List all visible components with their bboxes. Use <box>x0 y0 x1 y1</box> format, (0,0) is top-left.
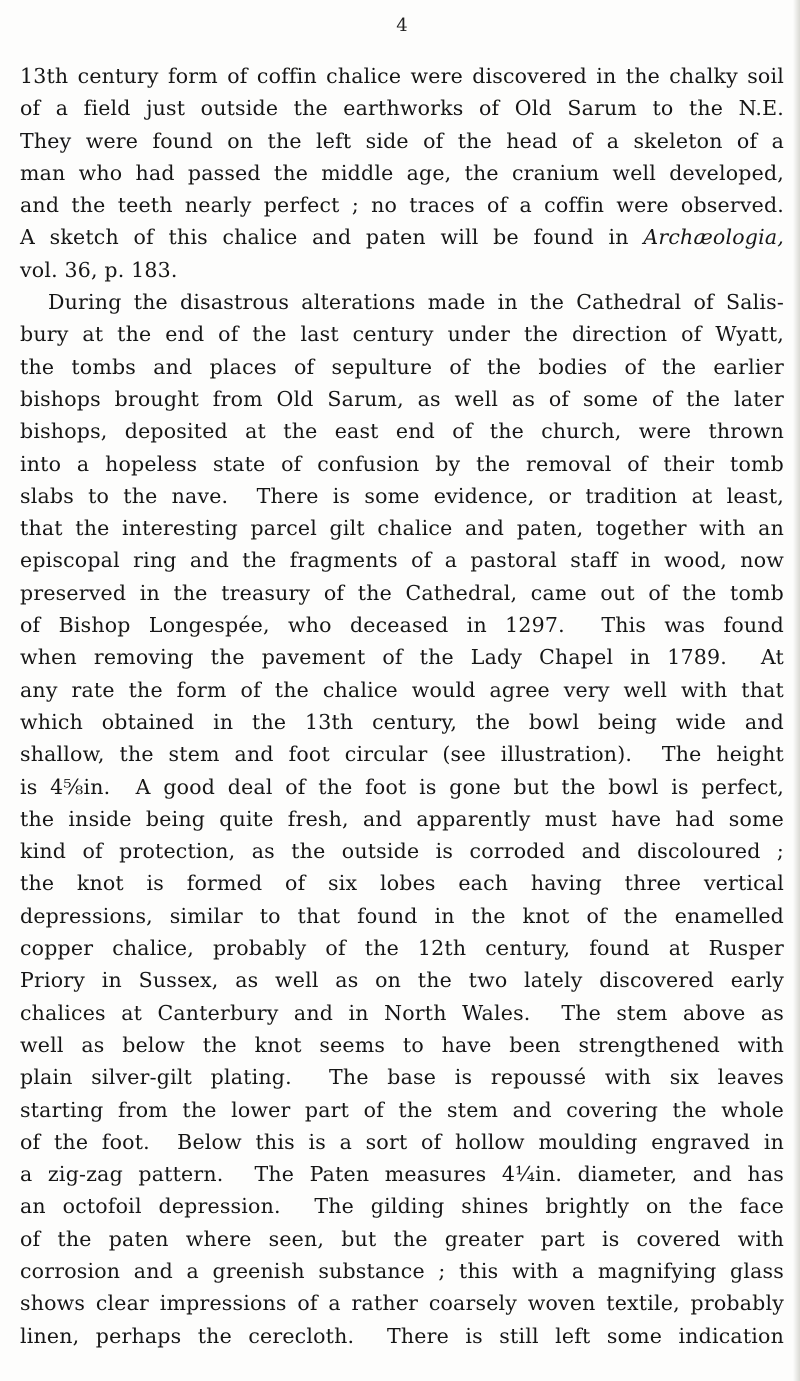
text-line: chalices at Canterbury and in North Wales. The stem above as <box>20 1000 784 1025</box>
text-line: depressions, similar to that found in the knot of the enamelled <box>20 903 784 928</box>
text-line: starting from the lower part of the stem and covering the whole <box>20 1097 784 1122</box>
text-line: Priory in Sussex, as well as on the two lately discovered early <box>20 968 784 993</box>
page-number: 4 <box>396 15 408 36</box>
text-line: which obtained in the 13th century, the bowl being wide and <box>20 709 784 734</box>
text-line: is 4⅝in. A good deal of the foot is gone but the bowl is perfect, <box>20 774 784 799</box>
text-line: bishops, deposited at the east end of the church, were thrown <box>20 419 784 444</box>
paragraph <box>20 286 784 1352</box>
text-line: slabs to the nave. There is some evidence, or tradition at least, <box>20 483 784 508</box>
scan-edge-shadow <box>793 0 800 1381</box>
text-line: of a field just outside the earthworks of Old Sarum to the N.E. <box>20 96 784 121</box>
text-line: an octofoil depression. The gilding shines brightly on the face <box>20 1194 784 1219</box>
text-line: when removing the pavement of the Lady Chapel in 1789. At <box>20 645 784 670</box>
text-line: kind of protection, as the outside is corroded and discoloured ; <box>20 839 784 864</box>
text-line: of the paten where seen, but the greater part is covered with <box>20 1226 784 1251</box>
text-line: episcopal ring and the fragments of a pastoral staff in wood, now <box>20 548 784 573</box>
text-line: corrosion and a greenish substance ; this with a magnifying glass <box>20 1258 784 1283</box>
text-line: vol. 36, p. 183. <box>20 257 178 282</box>
text-line: of Bishop Longespée, who deceased in 1297. This was found <box>20 613 784 638</box>
paragraph <box>20 60 784 286</box>
text-line: shallow, the stem and foot circular (see illustration). The height <box>20 742 784 767</box>
italic-text: Archæologia, <box>643 225 784 250</box>
text-line: that the interesting parcel gilt chalice and paten, together with an <box>20 516 784 541</box>
text-line: During the disastrous alterations made in the Cathedral of Salis- <box>48 290 784 315</box>
text-line: copper chalice, probably of the 12th century, found at Rusper <box>20 936 784 961</box>
text-line: the tombs and places of sepulture of the bodies of the earlier <box>20 354 784 379</box>
text-line: and the teeth nearly perfect ; no traces of a coffin were observed. <box>20 193 784 218</box>
text-line: preserved in the treasury of the Cathedral, came out of the tomb <box>20 580 784 605</box>
text-line: 13th century form of coffin chalice were discovered in the chalky soil <box>20 64 784 88</box>
text-block <box>20 60 784 1352</box>
text-line: the knot is formed of six lobes each having three vertical <box>20 871 784 896</box>
text-line: linen, perhaps the cerecloth. There is still left some indication <box>20 1323 784 1348</box>
text-line: the inside being quite fresh, and apparently must have had some <box>20 806 784 831</box>
text-line: of the foot. Below this is a sort of hollow moulding engraved in <box>20 1129 784 1154</box>
text-line: shows clear impressions of a rather coarsely woven textile, probably <box>20 1291 784 1316</box>
text-line: into a hopeless state of confusion by the removal of their tomb <box>20 451 784 476</box>
text-line: bury at the end of the last century under the direction of Wyatt, <box>20 322 784 347</box>
text-line: a zig-zag pattern. The Paten measures 4¼in. diameter, and has <box>20 1162 784 1187</box>
text-line: well as below the knot seems to have been strengthened with <box>20 1032 784 1057</box>
text-line: They were found on the left side of the head of a skeleton of a <box>20 128 784 153</box>
text-line: man who had passed the middle age, the cranium well developed, <box>20 160 784 185</box>
text-line: any rate the form of the chalice would agree very well with that <box>20 677 784 702</box>
text-line: bishops brought from Old Sarum, as well as of some of the later <box>20 386 784 411</box>
text-line: plain silver-gilt plating. The base is repoussé with six leaves <box>20 1065 784 1090</box>
text-line: A sketch of this chalice and paten will be found in Archæologia, <box>20 225 784 250</box>
